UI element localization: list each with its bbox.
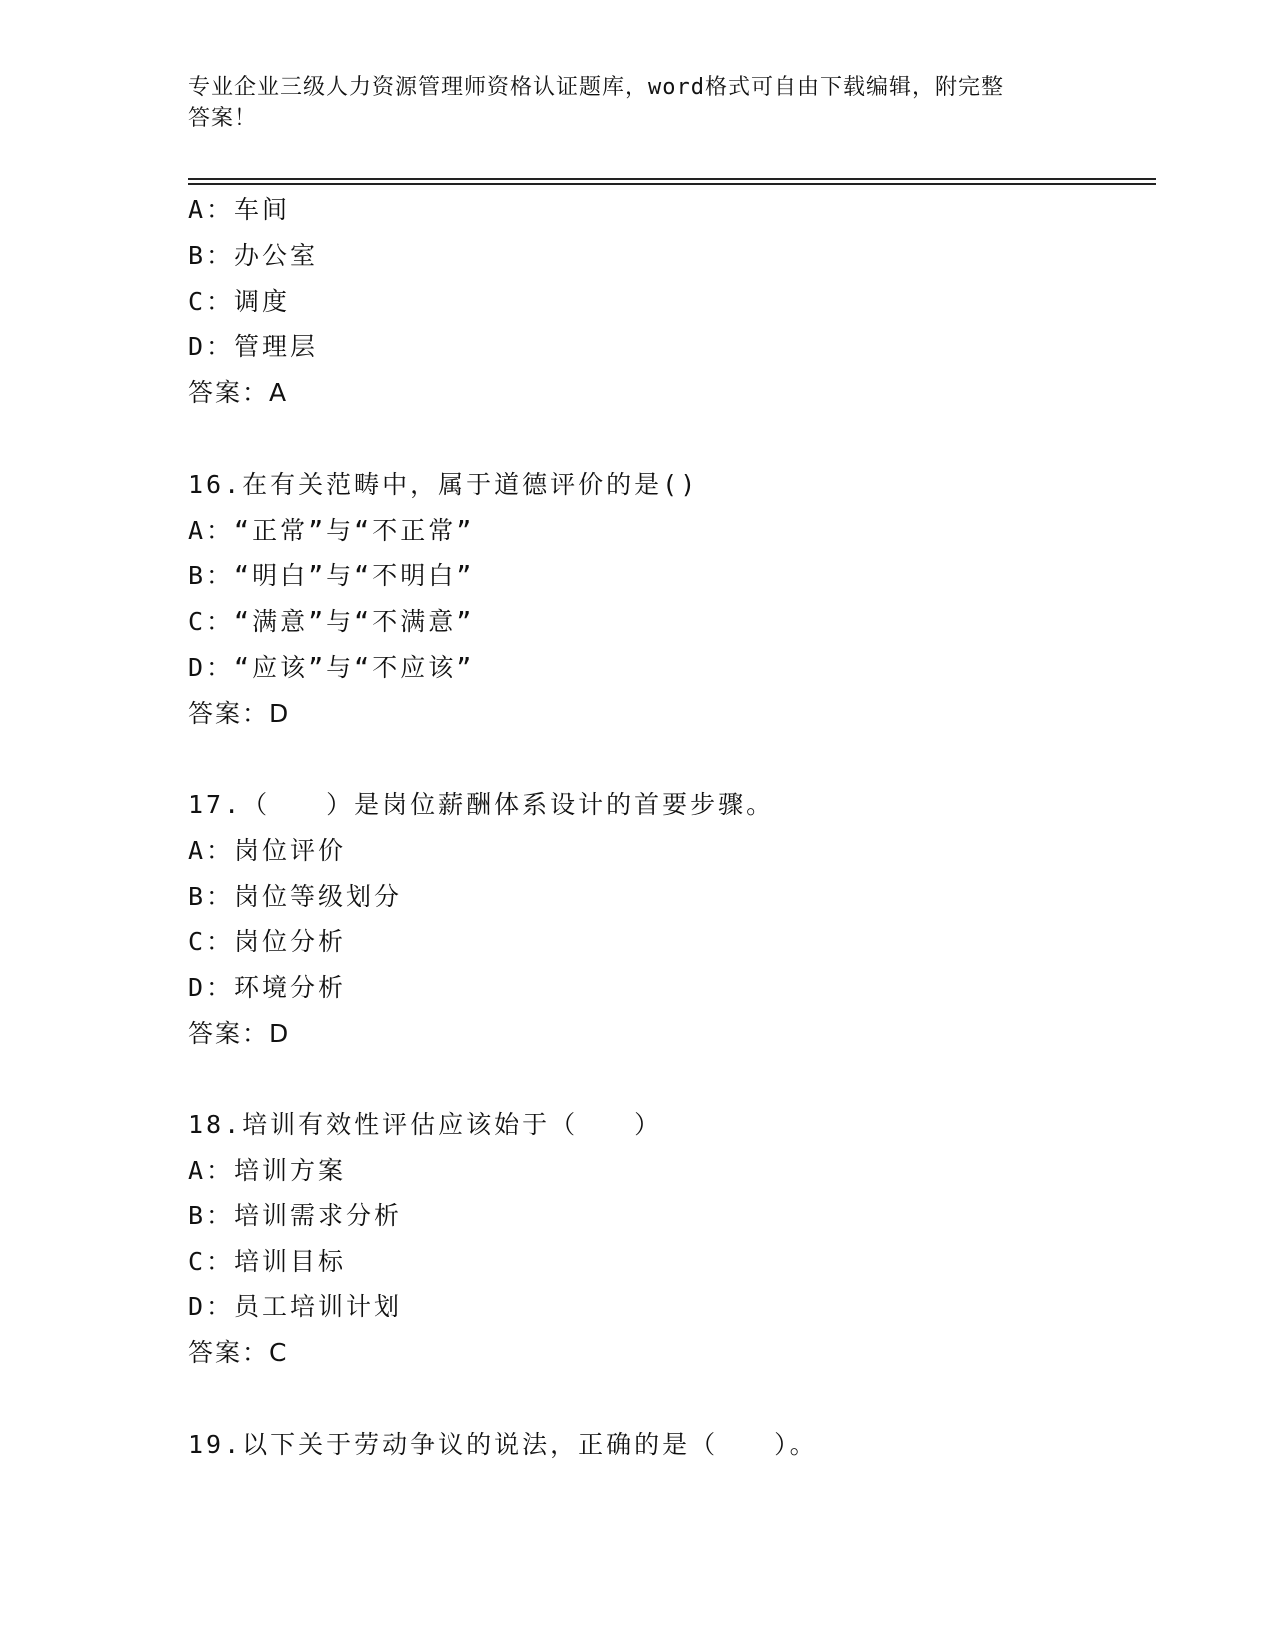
question-stem: 19.以下关于劳动争议的说法，正确的是（ ）。: [188, 1430, 818, 1459]
option-c: C：岗位分析: [188, 927, 347, 956]
option-d: D：“应该”与“不应该”: [188, 653, 475, 682]
option-a: A：“正常”与“不正常”: [188, 516, 475, 545]
answer-line: 答案：D: [188, 1019, 291, 1048]
header-line-2: 答案！: [188, 106, 258, 131]
option-c: C：调度: [188, 287, 291, 316]
option-a: A：培训方案: [188, 1156, 347, 1185]
header-line-1: 专业企业三级人力资源管理师资格认证题库，word格式可自由下载编辑，附完整: [188, 75, 1004, 100]
option-a: A：岗位评价: [188, 836, 347, 865]
option-b: B：培训需求分析: [188, 1201, 403, 1230]
answer-line: 答案：C: [188, 1338, 289, 1367]
option-b: B：“明白”与“不明白”: [188, 561, 475, 590]
question-stem: 16.在有关范畴中，属于道德评价的是(): [188, 470, 699, 499]
option-a: A：车间: [188, 195, 291, 224]
answer-line: 答案：D: [188, 699, 291, 728]
option-c: C：培训目标: [188, 1247, 347, 1276]
option-b: B：岗位等级划分: [188, 882, 403, 911]
option-b: B：办公室: [188, 241, 319, 270]
option-d: D：管理层: [188, 332, 319, 361]
header-rule-bottom: [188, 183, 1156, 185]
option-d: D：环境分析: [188, 973, 347, 1002]
header-rule-top: [188, 178, 1156, 180]
question-stem: 18.培训有效性评估应该始于（ ）: [188, 1110, 663, 1139]
option-c: C：“满意”与“不满意”: [188, 607, 475, 636]
document-header: [188, 72, 1088, 134]
question-stem: 17.（ ）是岗位薪酬体系设计的首要步骤。: [188, 790, 775, 819]
answer-line: 答案：A: [188, 378, 289, 407]
option-d: D：员工培训计划: [188, 1292, 403, 1321]
